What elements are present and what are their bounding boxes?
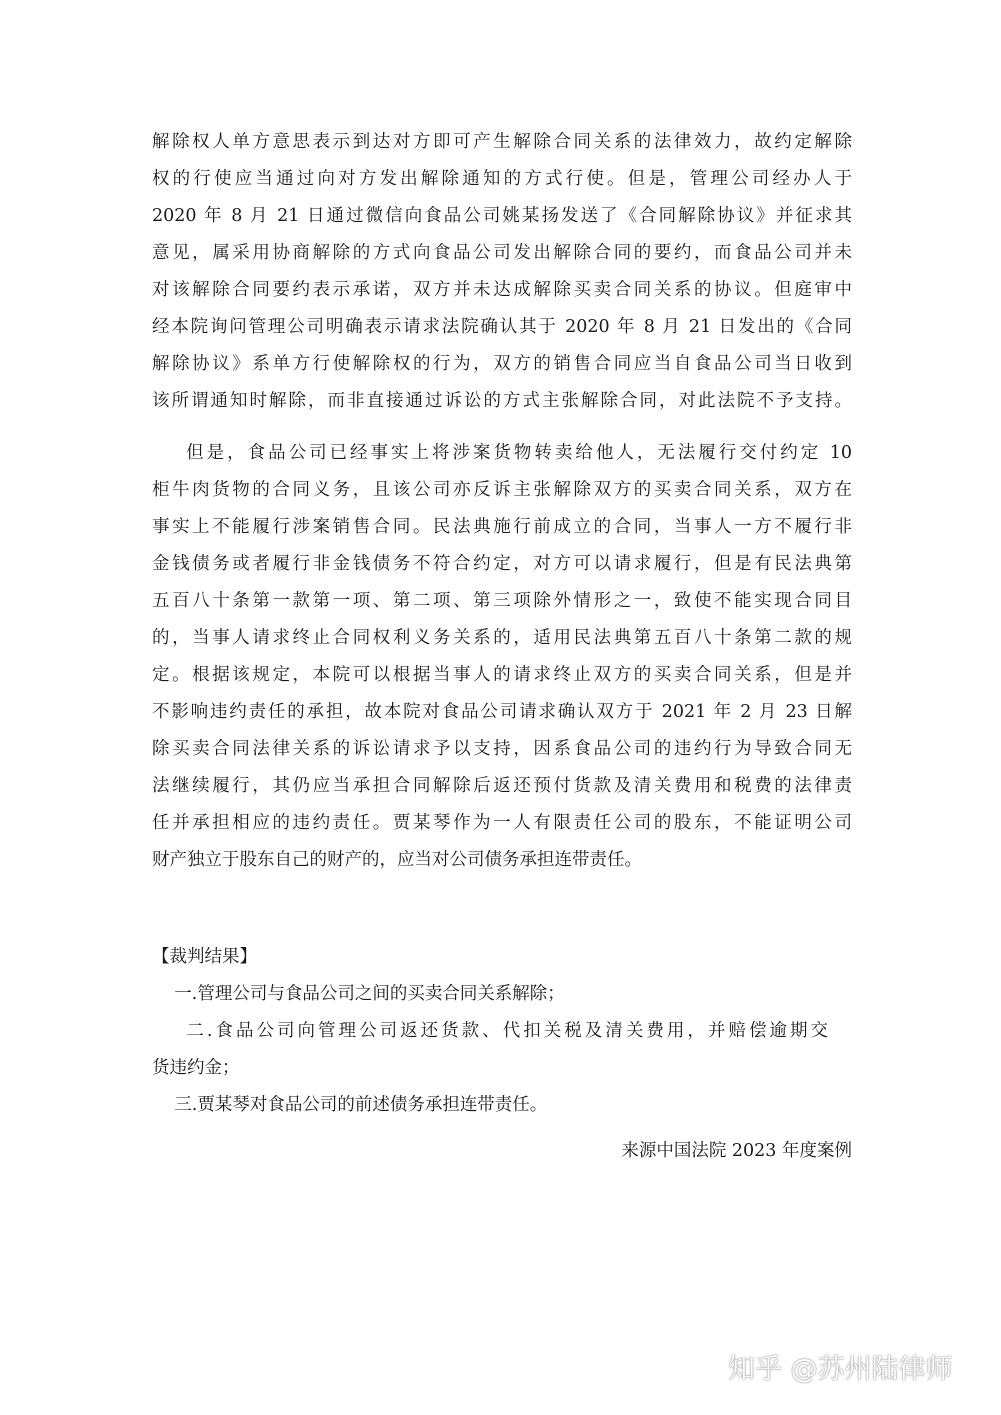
paragraph-1-line: 该所谓通知时解除，而非直接通过诉讼的方式主张解除合同，对此法院不予支持。	[152, 391, 852, 411]
paragraph-2-line: 柜牛肉货物的合同义务，且该公司亦反诉主张解除双方的买卖合同关系，双方在	[152, 480, 852, 500]
paragraph-2-line: 定。根据该规定，本院可以根据当事人的请求终止双方的买卖合同关系，但是并	[152, 665, 852, 685]
paragraph-2-line: 不影响违约责任的承担，故本院对食品公司请求确认双方于 2021 年 2 月 23 日解	[152, 702, 852, 722]
verdict-item: 货违约金；	[152, 1058, 240, 1078]
paragraph-2-line: 事实上不能履行涉案销售合同。民法典施行前成立的合同，当事人一方不履行非	[152, 517, 852, 537]
paragraph-1-line: 意见，属采用协商解除的方式向食品公司发出解除合同的要约，而食品公司并未	[152, 243, 852, 263]
paragraph-2-line: 的，当事人请求终止合同权利义务关系的，适用民法典第五百八十条第二款的规	[152, 628, 852, 648]
paragraph-1-line: 解除权人单方意思表示到达对方即可产生解除合同关系的法律效力，故约定解除	[152, 132, 852, 152]
paragraph-1-line: 权的行使应当通过向对方发出解除通知的方式行使。但是，管理公司经办人于	[152, 169, 852, 189]
source-note: 来源中国法院 2023 年度案例	[621, 1141, 852, 1161]
paragraph-1-line: 对该解除合同要约表示承诺，双方并未达成解除买卖合同关系的协议。但庭审中	[152, 280, 852, 300]
paragraph-1-line: 解除协议》系单方行使解除权的行为，双方的销售合同应当自食品公司当日收到	[152, 354, 852, 374]
verdict-item: 一.管理公司与食品公司之间的买卖合同关系解除；	[152, 984, 565, 1004]
paragraph-1-line: 2020 年 8 月 21 日通过微信向食品公司姚某扬发送了《合同解除协议》并征求其	[152, 206, 852, 226]
verdict-item: 二.食品公司向管理公司返还货款、代扣关税及清关费用，并赔偿逾期交	[152, 1021, 828, 1041]
paragraph-2-line: 金钱债务或者履行非金钱债务不符合约定，对方可以请求履行，但是有民法典第	[152, 554, 852, 574]
paragraph-2-line: 法继续履行，其仍应当承担合同解除后返还预付货款及清关费用和税费的法律责	[152, 776, 852, 796]
paragraph-2-line: 五百八十条第一款第一项、第二项、第三项除外情形之一，致使不能实现合同目	[152, 591, 852, 611]
verdict-item: 三.贾某琴对食品公司的前述债务承担连带责任。	[152, 1095, 548, 1115]
verdict-heading: 【裁判结果】	[152, 947, 257, 967]
watermark: 知乎 @苏州陆律师	[728, 1354, 953, 1385]
paragraph-2-line: 除买卖合同法律关系的诉讼请求予以支持，因系食品公司的违约行为导致合同无	[152, 739, 852, 759]
paragraph-2-line: 财产独立于股东自己的财产的，应当对公司债务承担连带责任。	[152, 850, 642, 870]
paragraph-1-line: 经本院询问管理公司明确表示请求法院确认其于 2020 年 8 月 21 日发出的《合同	[152, 317, 852, 337]
paragraph-2-line: 但是，食品公司已经事实上将涉案货物转卖给他人，无法履行交付约定 10	[152, 443, 852, 463]
paragraph-2-line: 任并承担相应的违约责任。贾某琴作为一人有限责任公司的股东，不能证明公司	[152, 813, 852, 833]
